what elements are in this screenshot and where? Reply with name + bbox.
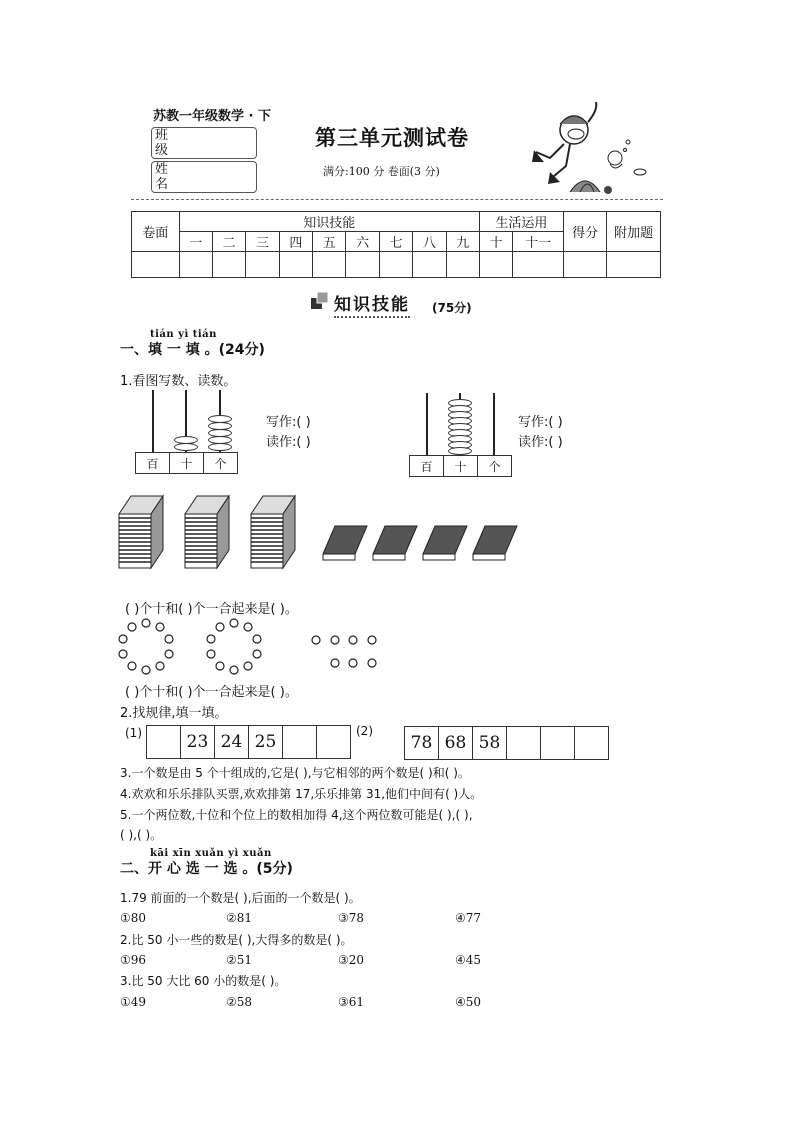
part1-pinyin: tián yì tián <box>150 329 217 340</box>
place-hundreds: 百 <box>410 456 444 476</box>
score-cell[interactable] <box>212 252 245 278</box>
section-points: (75分) <box>432 301 472 315</box>
choice-q2-opt[interactable]: ②51 <box>226 953 253 967</box>
place-hundreds: 百 <box>136 453 170 473</box>
sequence-1 <box>146 725 351 759</box>
score-cell[interactable] <box>413 252 446 278</box>
score-cell[interactable] <box>563 252 606 278</box>
fill-line-beads[interactable]: ( )个十和( )个一合起来是( )。 <box>125 685 298 700</box>
seq1-cell: 24 <box>215 726 249 758</box>
seq2-cell: 68 <box>439 727 473 759</box>
score-cell[interactable] <box>513 252 564 278</box>
choice-q1-opt[interactable]: ②81 <box>226 911 253 925</box>
abacus2-read[interactable]: 读作:( ) <box>518 435 563 450</box>
score-cell[interactable] <box>446 252 479 278</box>
choice-q3-opt[interactable]: ②58 <box>226 995 253 1009</box>
seq1-cell: 23 <box>181 726 215 758</box>
choice-q3-opt[interactable]: ①49 <box>120 995 147 1009</box>
score-cell[interactable] <box>313 252 346 278</box>
section-icon <box>310 291 330 311</box>
score-table <box>131 211 661 278</box>
seq1-cell[interactable] <box>317 726 350 758</box>
score-cell[interactable] <box>479 252 512 278</box>
diver-illustration <box>530 100 660 195</box>
score-col: 一 <box>179 232 212 252</box>
place-ones: 个 <box>488 459 501 474</box>
class-field[interactable] <box>151 127 257 159</box>
choice-q1-opt[interactable]: ④77 <box>455 911 482 925</box>
score-col: 十 <box>479 232 512 252</box>
part2-heading: 二、开 心 选 一 选 。(5分) <box>120 861 293 877</box>
bead-rings-image <box>115 618 395 678</box>
score-col: 十一 <box>513 232 564 252</box>
q2-prompt: 2.找规律,填一填。 <box>120 706 228 721</box>
q1-prompt: 1.看图写数、读数。 <box>120 374 237 389</box>
score-cell[interactable] <box>607 252 661 278</box>
name-field[interactable] <box>151 161 257 193</box>
score-col: 七 <box>379 232 412 252</box>
page-title: 第三单元测试卷 <box>315 126 469 150</box>
page-subtitle: 满分:100 分 卷面(3 分) <box>323 165 440 178</box>
seq1-cell[interactable] <box>147 726 181 758</box>
score-col: 三 <box>246 232 279 252</box>
section-title: 知识技能 <box>334 290 410 318</box>
score-head-total: 得分 <box>563 212 606 252</box>
score-head-skills: 知识技能 <box>179 212 479 232</box>
score-col: 八 <box>413 232 446 252</box>
score-cell[interactable] <box>246 252 279 278</box>
choice-q1-opt[interactable]: ③78 <box>338 911 365 925</box>
choice-q2: 2.比 50 小一些的数是( ),大得多的数是( )。 <box>120 933 353 947</box>
seq1-cell[interactable] <box>283 726 317 758</box>
part2-pinyin: kāi xīn xuǎn yì xuǎn <box>150 848 272 859</box>
part1-heading: 一、填 一 填 。(24分) <box>120 342 265 358</box>
abacus1-read[interactable]: 读作:( ) <box>266 435 311 450</box>
place-ones: 个 <box>214 456 227 471</box>
sequence-2 <box>404 726 609 760</box>
choice-q3: 3.比 50 大比 60 小的数是( )。 <box>120 974 287 988</box>
place-tens: 十 <box>444 456 478 476</box>
seq2-cell[interactable] <box>575 727 608 759</box>
choice-q1-opt[interactable]: ①80 <box>120 911 147 925</box>
seq2-label: (2) <box>356 724 373 738</box>
score-cell[interactable] <box>346 252 379 278</box>
header-separator <box>131 199 663 200</box>
q5-prompt[interactable]: 5.一个两位数,十位和个位上的数相加得 4,这个两位数可能是( ),( ), <box>120 808 473 822</box>
score-col: 四 <box>279 232 312 252</box>
choice-q1: 1.79 前面的一个数是( ),后面的一个数是( )。 <box>120 891 361 905</box>
score-col: 六 <box>346 232 379 252</box>
seq2-cell: 58 <box>473 727 507 759</box>
choice-q2-opt[interactable]: ③20 <box>338 953 365 967</box>
choice-q3-opt[interactable]: ④50 <box>455 995 482 1009</box>
choice-q2-opt[interactable]: ①96 <box>120 953 147 967</box>
choice-q3-opt[interactable]: ③61 <box>338 995 365 1009</box>
seq2-cell[interactable] <box>541 727 575 759</box>
score-col: 九 <box>446 232 479 252</box>
abacus2-write[interactable]: 写作:( ) <box>518 415 563 430</box>
score-col: 二 <box>212 232 245 252</box>
abacus1-write[interactable]: 写作:( ) <box>266 415 311 430</box>
score-col: 五 <box>313 232 346 252</box>
score-cell[interactable] <box>179 252 212 278</box>
q5-prompt-cont[interactable]: ( ),( )。 <box>120 828 163 842</box>
score-head-life: 生活运用 <box>479 212 563 232</box>
seq1-cell: 25 <box>249 726 283 758</box>
seq2-cell: 78 <box>405 727 439 759</box>
score-head-juanmian: 卷面 <box>132 212 180 252</box>
place-tens: 十 <box>170 453 204 473</box>
seq2-cell[interactable] <box>507 727 541 759</box>
name-label: 姓名 <box>155 162 169 192</box>
choice-q2-opt[interactable]: ④45 <box>455 953 482 967</box>
series-label: 苏教一年级数学 · 下 <box>153 109 271 124</box>
fill-line-books[interactable]: ( )个十和( )个一合起来是( )。 <box>125 602 298 617</box>
class-label: 班级 <box>155 128 169 158</box>
score-cell[interactable] <box>132 252 180 278</box>
q4-prompt[interactable]: 4.欢欢和乐乐排队买票,欢欢排第 17,乐乐排第 31,他们中间有( )人。 <box>120 787 483 801</box>
score-cell[interactable] <box>379 252 412 278</box>
score-cell[interactable] <box>279 252 312 278</box>
book-bundles-image <box>115 494 525 574</box>
score-head-bonus: 附加题 <box>607 212 661 252</box>
seq1-label: (1) <box>125 726 142 740</box>
q3-prompt[interactable]: 3.一个数是由 5 个十组成的,它是( ),与它相邻的两个数是( )和( )。 <box>120 766 470 780</box>
